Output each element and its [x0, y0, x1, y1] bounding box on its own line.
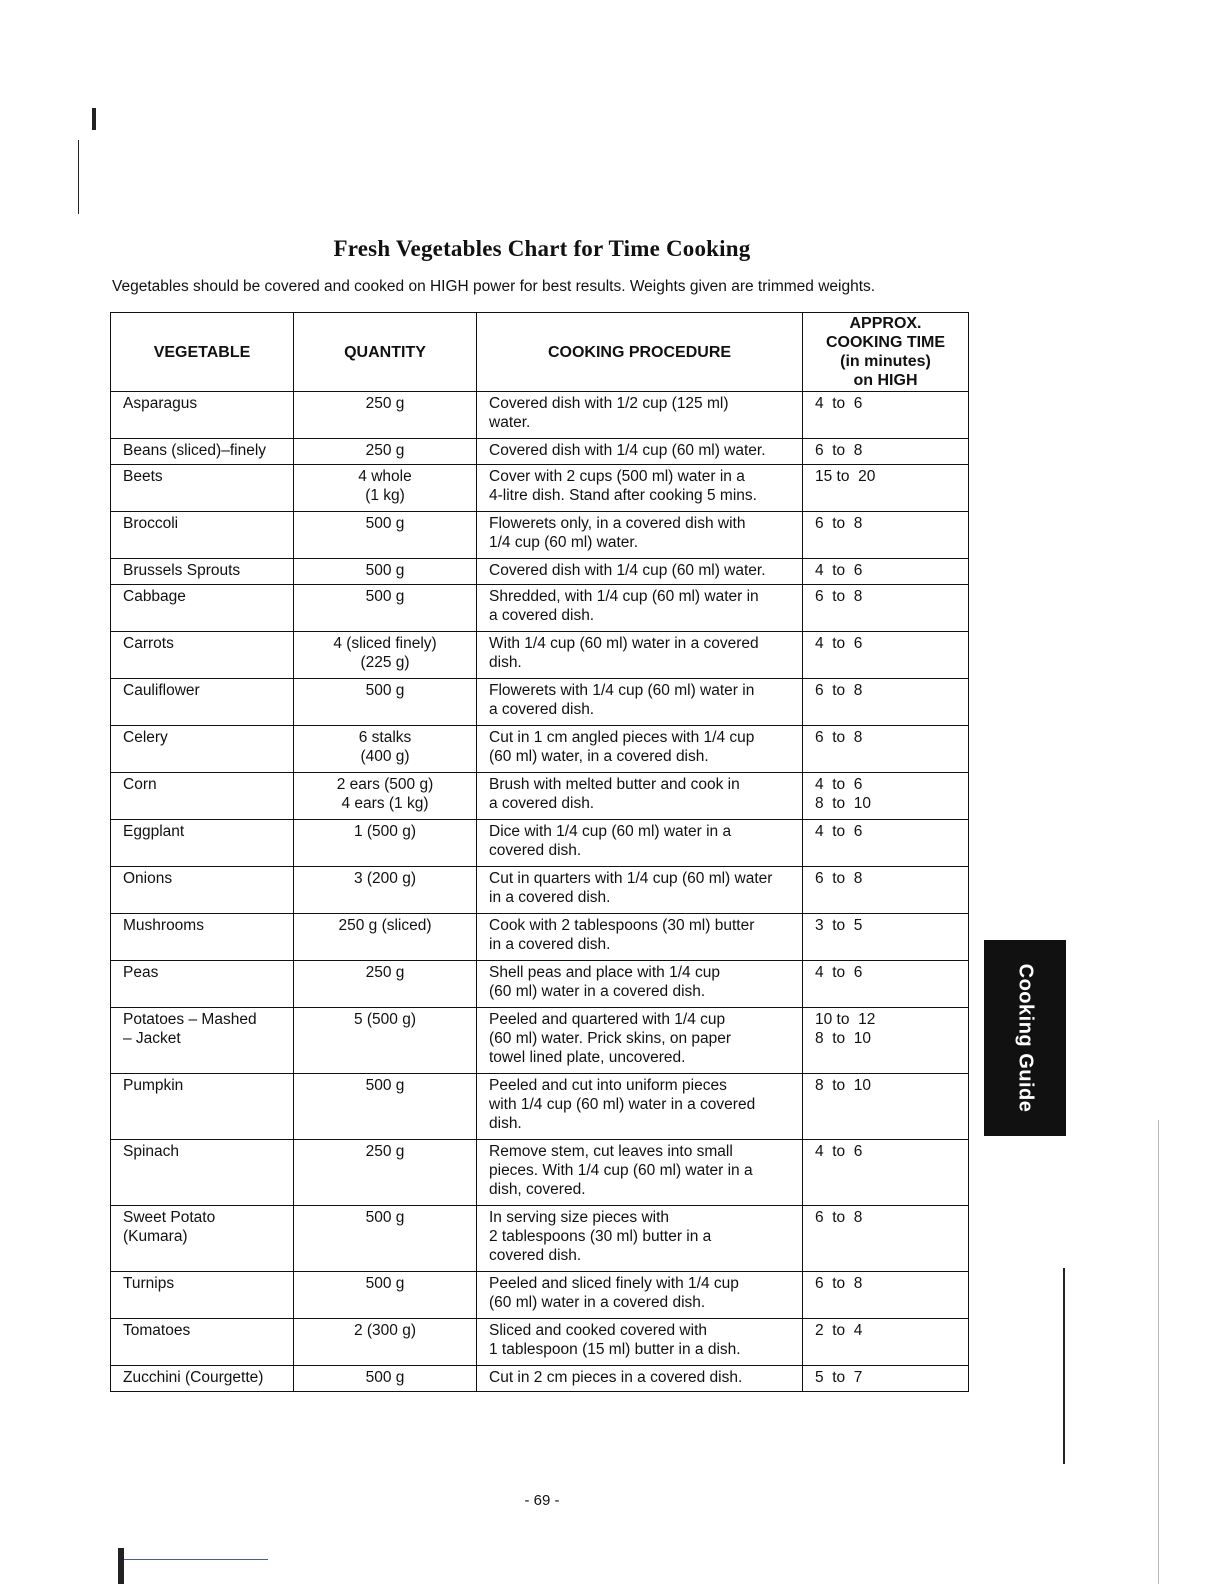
vegetable-cell — [111, 961, 294, 1008]
procedure-cell — [477, 1206, 803, 1272]
time-line: 6 to 8 — [815, 588, 863, 605]
quantity-cell — [294, 1366, 477, 1392]
procedure-line: a covered dish. — [489, 795, 595, 812]
procedure-line: Flowerets only, in a covered dish with — [489, 515, 746, 532]
time-line: 4 to 6 — [815, 776, 863, 793]
vegetable-line: Asparagus — [123, 395, 198, 412]
scan-mark-top — [92, 108, 96, 130]
quantity-line: 250 g — [365, 442, 405, 459]
quantity-cell — [294, 1008, 477, 1074]
vegetable-cell — [111, 392, 294, 439]
vegetable-line: – Jacket — [123, 1030, 181, 1047]
procedure-cell — [477, 820, 803, 867]
time-cell — [803, 1206, 969, 1272]
procedure-line: Sliced and cooked covered with — [489, 1322, 707, 1339]
vegetable-line: Spinach — [123, 1143, 180, 1160]
time-cell — [803, 465, 969, 512]
quantity-cell — [294, 1272, 477, 1319]
quantity-line: 500 g — [365, 562, 405, 579]
quantity-cell — [294, 820, 477, 867]
time-cell — [803, 867, 969, 914]
procedure-cell — [477, 1008, 803, 1074]
procedure-line: covered dish. — [489, 842, 582, 859]
scan-mark-left — [78, 140, 79, 214]
time-cell — [803, 679, 969, 726]
side-tab-label: Cooking Guide — [1014, 963, 1037, 1113]
quantity-cell — [294, 512, 477, 559]
time-line: 4 to 6 — [815, 823, 863, 840]
header-vegetable: VEGETABLE — [111, 313, 294, 392]
procedure-line: Shell peas and place with 1/4 cup — [489, 964, 720, 981]
page-number: - 69 - — [524, 1492, 560, 1509]
vegetable-line: Corn — [123, 776, 157, 793]
procedure-cell — [477, 1140, 803, 1206]
procedure-line: covered dish. — [489, 1247, 582, 1264]
table-row — [111, 559, 969, 585]
time-line: 6 to 8 — [815, 870, 863, 887]
table-row — [111, 1140, 969, 1206]
procedure-line: a covered dish. — [489, 607, 595, 624]
quantity-line: 500 g — [365, 1209, 405, 1226]
procedure-line: Brush with melted butter and cook in — [489, 776, 740, 793]
vegetable-line: Onions — [123, 870, 173, 887]
procedure-line: Covered dish with 1/4 cup (60 ml) water. — [489, 442, 766, 459]
time-line: 8 to 10 — [815, 795, 872, 812]
table-row — [111, 632, 969, 679]
procedure-cell — [477, 585, 803, 632]
time-cell — [803, 820, 969, 867]
time-cell — [803, 1140, 969, 1206]
quantity-line: 250 g — [365, 395, 405, 412]
table-row — [111, 392, 969, 439]
vegetable-cell — [111, 585, 294, 632]
quantity-line: (225 g) — [360, 654, 410, 671]
vegetable-cell — [111, 867, 294, 914]
procedure-line: Peeled and quartered with 1/4 cup — [489, 1011, 726, 1028]
quantity-line: 4 ears (1 kg) — [341, 795, 429, 812]
procedure-line: in a covered dish. — [489, 889, 611, 906]
vegetable-cell — [111, 1008, 294, 1074]
table-row — [111, 820, 969, 867]
quantity-cell — [294, 773, 477, 820]
procedure-cell — [477, 961, 803, 1008]
quantity-cell — [294, 465, 477, 512]
quantity-cell — [294, 1319, 477, 1366]
quantity-cell — [294, 439, 477, 465]
procedure-line: dish. — [489, 654, 522, 671]
procedure-cell — [477, 1272, 803, 1319]
quantity-line: 500 g — [365, 1077, 405, 1094]
quantity-line: 250 g — [365, 964, 405, 981]
vegetable-line: Turnips — [123, 1275, 175, 1292]
procedure-line: Peeled and cut into uniform pieces — [489, 1077, 727, 1094]
table-row — [111, 726, 969, 773]
vegetable-cell — [111, 820, 294, 867]
table-row — [111, 1272, 969, 1319]
vegetable-cell — [111, 1074, 294, 1140]
vegetable-cell — [111, 512, 294, 559]
table-row — [111, 867, 969, 914]
table-row — [111, 1319, 969, 1366]
side-tab — [984, 940, 1066, 1136]
vegetable-line: Zucchini (Courgette) — [123, 1369, 264, 1386]
scan-mark-bottom-line — [124, 1559, 268, 1560]
vegetable-cell — [111, 726, 294, 773]
vegetable-line: Cauliflower — [123, 682, 200, 699]
time-cell — [803, 1366, 969, 1392]
vegetable-line: Sweet Potato — [123, 1209, 216, 1226]
time-cell — [803, 1008, 969, 1074]
quantity-line: 500 g — [365, 1369, 405, 1386]
procedure-line: 2 tablespoons (30 ml) butter in a — [489, 1228, 712, 1245]
time-line: 8 to 10 — [815, 1030, 872, 1047]
table-row — [111, 1008, 969, 1074]
scan-mark-bottom — [118, 1548, 124, 1584]
time-line: 6 to 8 — [815, 682, 863, 699]
procedure-line: With 1/4 cup (60 ml) water in a covered — [489, 635, 759, 652]
vegetable-line: Beans (sliced)–finely — [123, 442, 267, 459]
vegetable-cell — [111, 559, 294, 585]
procedure-line: In serving size pieces with — [489, 1209, 670, 1226]
vegetable-cell — [111, 465, 294, 512]
procedure-cell — [477, 632, 803, 679]
procedure-line: (60 ml) water. Prick skins, on paper — [489, 1030, 732, 1047]
procedure-line: dish, covered. — [489, 1181, 586, 1198]
time-cell — [803, 961, 969, 1008]
quantity-cell — [294, 867, 477, 914]
quantity-line: 500 g — [365, 1275, 405, 1292]
vegetable-line: Tomatoes — [123, 1322, 191, 1339]
quantity-line: 4 (sliced finely) — [333, 635, 437, 652]
vegetable-line: (Kumara) — [123, 1228, 188, 1245]
procedure-line: pieces. With 1/4 cup (60 ml) water in a — [489, 1162, 753, 1179]
procedure-line: Cut in 2 cm pieces in a covered dish. — [489, 1369, 743, 1386]
table-row — [111, 1206, 969, 1272]
quantity-cell — [294, 961, 477, 1008]
procedure-cell — [477, 392, 803, 439]
quantity-line: 500 g — [365, 588, 405, 605]
quantity-line: (400 g) — [360, 748, 410, 765]
quantity-cell — [294, 726, 477, 773]
vegetable-line: Broccoli — [123, 515, 179, 532]
time-cell — [803, 726, 969, 773]
time-cell — [803, 1319, 969, 1366]
table-row — [111, 914, 969, 961]
time-cell — [803, 392, 969, 439]
vegetable-line: Mushrooms — [123, 917, 204, 934]
time-line: 3 to 5 — [815, 917, 863, 934]
time-line: 6 to 8 — [815, 729, 863, 746]
procedure-line: towel lined plate, uncovered. — [489, 1049, 686, 1066]
header-time-line: on HIGH — [853, 372, 918, 389]
procedure-line: Remove stem, cut leaves into small — [489, 1143, 733, 1160]
vegetable-line: Peas — [123, 964, 159, 981]
time-cell — [803, 773, 969, 820]
quantity-line: (1 kg) — [365, 487, 405, 504]
procedure-line: Cut in 1 cm angled pieces with 1/4 cup — [489, 729, 755, 746]
procedure-cell — [477, 1319, 803, 1366]
vegetable-line: Potatoes – Mashed — [123, 1011, 257, 1028]
time-line: 5 to 7 — [815, 1369, 863, 1386]
procedure-line: Flowerets with 1/4 cup (60 ml) water in — [489, 682, 755, 699]
quantity-cell — [294, 632, 477, 679]
time-line: 4 to 6 — [815, 562, 863, 579]
procedure-cell — [477, 726, 803, 773]
table-row — [111, 1074, 969, 1140]
vegetable-line: Cabbage — [123, 588, 186, 605]
quantity-cell — [294, 392, 477, 439]
procedure-cell — [477, 773, 803, 820]
quantity-line: 5 (500 g) — [353, 1011, 417, 1028]
procedure-cell — [477, 1074, 803, 1140]
vegetable-cell — [111, 1140, 294, 1206]
table-row — [111, 961, 969, 1008]
procedure-line: (60 ml) water in a covered dish. — [489, 1294, 706, 1311]
quantity-cell — [294, 1140, 477, 1206]
procedure-line: Cook with 2 tablespoons (30 ml) butter — [489, 917, 755, 934]
header-time — [803, 313, 969, 392]
chart-body — [111, 392, 969, 1392]
header-time-line: COOKING TIME — [825, 334, 946, 351]
procedure-line: Cut in quarters with 1/4 cup (60 ml) water — [489, 870, 773, 887]
quantity-cell — [294, 1074, 477, 1140]
procedure-cell — [477, 465, 803, 512]
quantity-line: 3 (200 g) — [353, 870, 417, 887]
time-line: 4 to 6 — [815, 395, 863, 412]
time-line: 6 to 8 — [815, 1275, 863, 1292]
table-row — [111, 439, 969, 465]
time-cell — [803, 914, 969, 961]
procedure-line: Covered dish with 1/2 cup (125 ml) — [489, 395, 729, 412]
quantity-cell — [294, 1206, 477, 1272]
time-line: 15 to 20 — [815, 468, 876, 485]
procedure-line: Shredded, with 1/4 cup (60 ml) water in — [489, 588, 759, 605]
header-time-line: (in minutes) — [840, 353, 931, 370]
vegetable-line: Pumpkin — [123, 1077, 184, 1094]
time-cell — [803, 632, 969, 679]
procedure-line: a covered dish. — [489, 701, 595, 718]
procedure-line: dish. — [489, 1115, 522, 1132]
header-time-line: APPROX. — [849, 315, 922, 332]
table-row — [111, 679, 969, 726]
table-row — [111, 512, 969, 559]
quantity-line: 2 (300 g) — [353, 1322, 417, 1339]
table-row — [111, 465, 969, 512]
vegetable-cell — [111, 773, 294, 820]
scan-mark-right — [1063, 1268, 1065, 1464]
procedure-line: (60 ml) water, in a covered dish. — [489, 748, 709, 765]
time-line: 6 to 8 — [815, 1209, 863, 1226]
time-cell — [803, 512, 969, 559]
header-procedure: COOKING PROCEDURE — [477, 313, 803, 392]
quantity-line: 4 whole — [358, 468, 412, 485]
table-row — [111, 1366, 969, 1392]
time-cell — [803, 1272, 969, 1319]
intro-text: Vegetables should be covered and cooked on HIGH power for best results. Weights given are trimmed weights. — [112, 278, 876, 295]
procedure-line: Covered dish with 1/4 cup (60 ml) water. — [489, 562, 766, 579]
time-line: 2 to 4 — [815, 1322, 863, 1339]
procedure-cell — [477, 1366, 803, 1392]
procedure-cell — [477, 679, 803, 726]
vegetable-cell — [111, 632, 294, 679]
header-quantity: QUANTITY — [294, 313, 477, 392]
procedure-line: water. — [489, 414, 531, 431]
vegetable-line: Carrots — [123, 635, 174, 652]
time-line: 4 to 6 — [815, 964, 863, 981]
time-cell — [803, 585, 969, 632]
vegetable-line: Beets — [123, 468, 163, 485]
vegetable-cell — [111, 1366, 294, 1392]
procedure-cell — [477, 867, 803, 914]
procedure-line: (60 ml) water in a covered dish. — [489, 983, 706, 1000]
time-line: 6 to 8 — [815, 515, 863, 532]
quantity-cell — [294, 914, 477, 961]
time-line: 4 to 6 — [815, 635, 863, 652]
procedure-line: Peeled and sliced finely with 1/4 cup — [489, 1275, 739, 1292]
procedure-line: Cover with 2 cups (500 ml) water in a — [489, 468, 745, 485]
procedure-line: 1 tablespoon (15 ml) butter in a dish. — [489, 1341, 741, 1358]
procedure-line: Dice with 1/4 cup (60 ml) water in a — [489, 823, 732, 840]
time-cell — [803, 1074, 969, 1140]
quantity-cell — [294, 585, 477, 632]
procedure-line: with 1/4 cup (60 ml) water in a covered — [489, 1096, 756, 1113]
page-title: Fresh Vegetables Chart for Time Cooking — [333, 236, 751, 261]
vegetable-line: Celery — [123, 729, 168, 746]
procedure-line: in a covered dish. — [489, 936, 611, 953]
scan-mark-edge — [1158, 1120, 1159, 1584]
vegetable-line: Eggplant — [123, 823, 185, 840]
quantity-cell — [294, 679, 477, 726]
quantity-line: 1 (500 g) — [353, 823, 417, 840]
table-row — [111, 773, 969, 820]
procedure-cell — [477, 914, 803, 961]
procedure-cell — [477, 439, 803, 465]
quantity-line: 250 g — [365, 1143, 405, 1160]
vegetable-cell — [111, 1206, 294, 1272]
vegetable-cell — [111, 1319, 294, 1366]
quantity-line: 500 g — [365, 682, 405, 699]
header-row — [111, 313, 969, 392]
time-line: 4 to 6 — [815, 1143, 863, 1160]
time-line: 10 to 12 — [815, 1011, 876, 1028]
procedure-line: 4-litre dish. Stand after cooking 5 mins. — [489, 487, 757, 504]
time-line: 8 to 10 — [815, 1077, 872, 1094]
procedure-cell — [477, 512, 803, 559]
quantity-line: 250 g (sliced) — [338, 917, 432, 934]
vegetable-line: Brussels Sprouts — [123, 562, 241, 579]
quantity-cell — [294, 559, 477, 585]
vegetable-cell — [111, 914, 294, 961]
vegetable-cell — [111, 679, 294, 726]
quantity-line: 500 g — [365, 515, 405, 532]
procedure-cell — [477, 559, 803, 585]
table-row — [111, 585, 969, 632]
quantity-line: 6 stalks — [358, 729, 412, 746]
vegetables-chart — [110, 312, 969, 1392]
vegetable-cell — [111, 439, 294, 465]
quantity-line: 2 ears (500 g) — [336, 776, 434, 793]
time-cell — [803, 559, 969, 585]
vegetable-cell — [111, 1272, 294, 1319]
procedure-line: 1/4 cup (60 ml) water. — [489, 534, 639, 551]
time-line: 6 to 8 — [815, 442, 863, 459]
time-cell — [803, 439, 969, 465]
